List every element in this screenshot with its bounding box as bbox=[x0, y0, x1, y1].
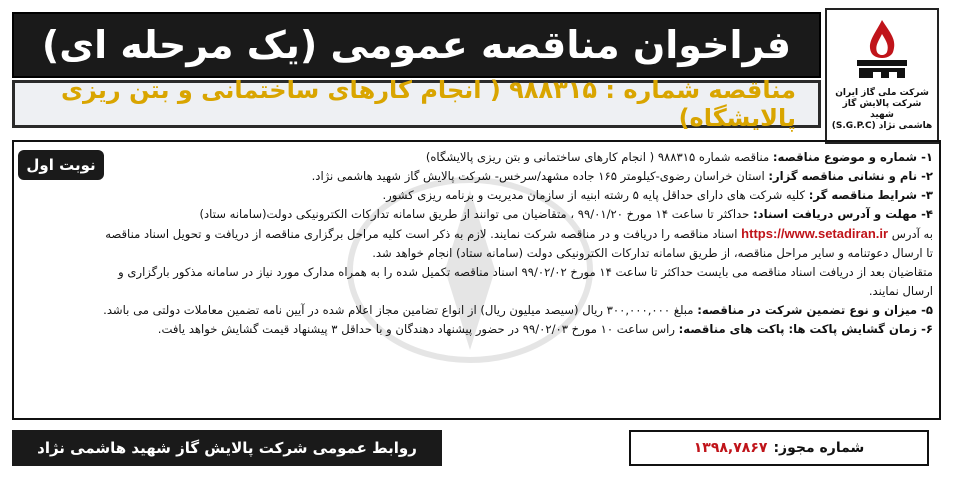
round-badge: نوبت اول bbox=[18, 150, 104, 180]
tender-subtitle: مناقصه شماره : ۹۸۸۳۱۵ ( انجام کارهای ساختمانی و بتن ریزی پالایشگاه) bbox=[60, 76, 796, 132]
company-logo-box bbox=[825, 8, 939, 144]
item-subject bbox=[110, 148, 933, 167]
item-label: ۶- زمان گشایش پاکت ها: پاکت های مناقصه: bbox=[678, 322, 933, 336]
permit-number: ۱۳۹۸,۷۸۶۷ bbox=[693, 440, 768, 456]
permit-label: شماره مجوز: bbox=[773, 440, 865, 456]
title-banner bbox=[12, 12, 821, 78]
item-conditions bbox=[110, 186, 933, 205]
item-text: استان خراسان رضوی-کیلومتر ۱۶۵ جاده مشهد/سرخس- شرکت پالایش گاز شهید هاشمی نژاد. bbox=[311, 169, 769, 183]
item-label: ۲- نام و نشانی مناقصه گزار: bbox=[768, 169, 933, 183]
item-deadline-line3: متقاضیان بعد از دریافت اسناد مناقصه می بایست حداکثر تا ساعت ۱۴ مورخ ۹۹/۰۲/۰۲ اسناد مناقصه تکمیل شده را به همراه مدارک مورد نیاز در سامانه مذکور بارگزاری و bbox=[118, 265, 933, 279]
item-deadline bbox=[22, 205, 933, 224]
permit-box bbox=[629, 430, 929, 466]
item-text: کلیه شرکت های دارای حداقل پایه ۵ رشته ابنیه از سازمان مدیریت و برنامه ریزی کشور. bbox=[382, 188, 809, 202]
subtitle-banner bbox=[12, 76, 821, 132]
item-text: راس ساعت ۱۰ مورخ ۹۹/۰۲/۰۳ در حضور پیشنهاد دهندگان و با حداقل ۳ پیشنهاد قیمت گشایش خواهد یافت. bbox=[157, 322, 679, 336]
item-organizer bbox=[110, 167, 933, 186]
item-deadline-line1 bbox=[22, 224, 933, 244]
item-label: ۱- شماره و موضوع مناقصه: bbox=[772, 150, 933, 164]
public-relations-banner: روابط عمومی شرکت پالایش گاز شهید هاشمی نژاد bbox=[12, 430, 442, 466]
item-label: ۵- میزان و نوع تضمین شرکت در مناقصه: bbox=[697, 303, 933, 317]
item-text: مناقصه شماره ۹۸۸۳۱۵ ( انجام کارهای ساختمانی و بتن ریزی پالایشگاه) bbox=[425, 150, 773, 164]
address-suffix: اسناد مناقصه را دریافت و در مناقصه شرکت نمایند. لازم به ذکر است کلیه مراحل برگزاری مناقصه از دریافت و تحویل اسناد مناقصه bbox=[105, 227, 742, 241]
page-title: فراخوان مناقصه عمومی (یک مرحله ای) bbox=[41, 23, 792, 67]
nigc-flame-logo-icon bbox=[847, 16, 917, 86]
setadiran-link[interactable]: https://www.setadiran.ir bbox=[741, 226, 889, 241]
item-guarantee bbox=[22, 301, 933, 320]
notice-items bbox=[110, 148, 933, 205]
item-opening bbox=[22, 320, 933, 339]
logo-caption: شرکت ملی گاز ایران شرکت پالایش گاز شهید هاشمی نژاد (S.G.P.C) bbox=[831, 88, 933, 131]
item-deadline-line2: تا ارسال دعوتنامه و سایر مراحل مناقصه، از طریق سامانه تدارکات الکترونیکی دولت (سامانه ستاد) انجام خواهد شد. bbox=[372, 246, 933, 260]
notice-items-continued bbox=[22, 205, 933, 339]
item-text: مبلغ ۳۰۰,۰۰۰,۰۰۰ ریال (سیصد میلیون ریال) از انواع تضامین مجاز اعلام شده در آیین نامه تضمین معاملات دولتی می باشد. bbox=[103, 303, 698, 317]
item-label: ۴- مهلت و آدرس دریافت اسناد: bbox=[753, 207, 933, 221]
address-prefix: به آدرس bbox=[888, 227, 933, 241]
item-text: حداکثر تا ساعت ۱۴ مورخ ۹۹/۰۱/۲۰ ، متقاضیان می توانند از طریق سامانه تدارکات الکترونیکی دولت(سامانه ستاد) bbox=[199, 207, 754, 221]
item-label: ۳- شرایط مناقصه گر: bbox=[808, 188, 933, 202]
item-deadline-line4: ارسال نمایند. bbox=[868, 284, 933, 298]
